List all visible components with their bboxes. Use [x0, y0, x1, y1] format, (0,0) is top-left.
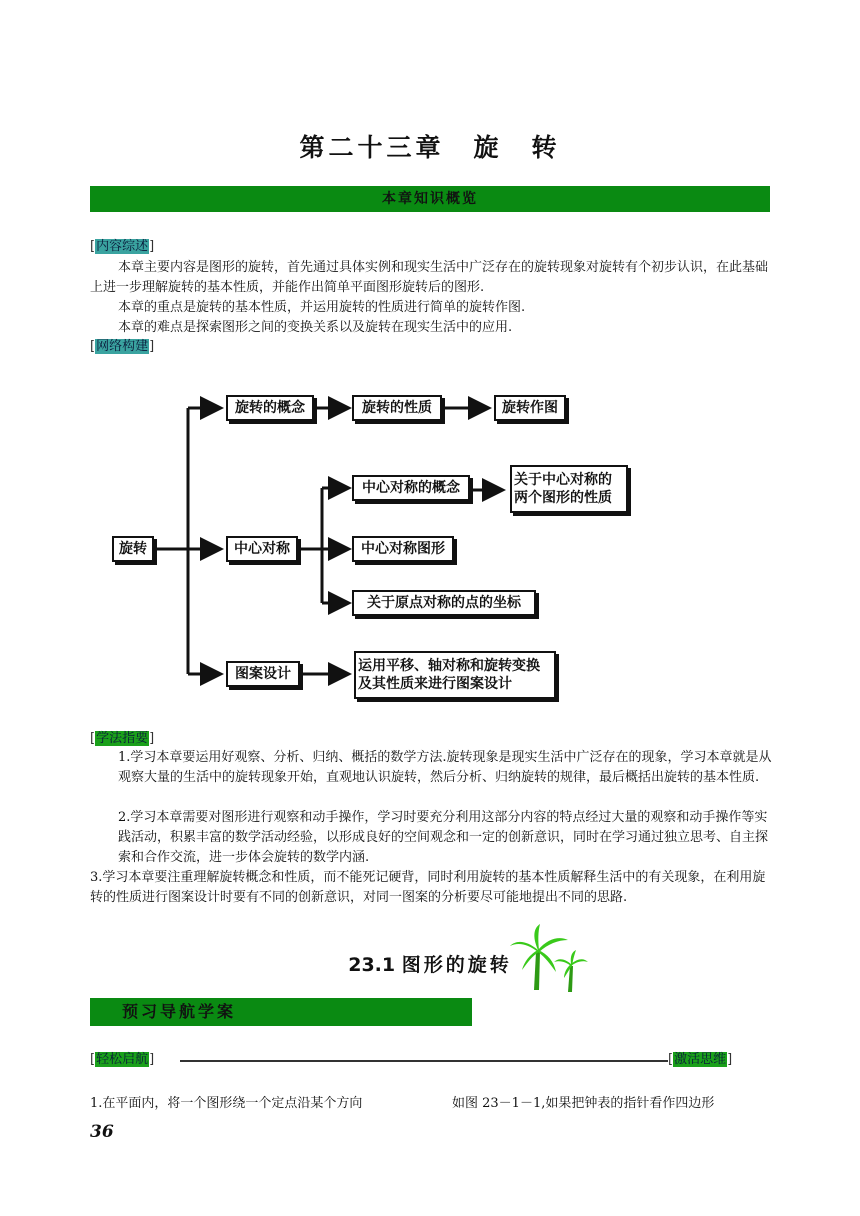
node-central-figure: 中心对称图形 — [352, 536, 454, 562]
node-property: 旋转的性质 — [352, 395, 442, 421]
divider-line — [180, 1060, 668, 1062]
tag-label: 学法指要 — [96, 731, 149, 746]
knowledge-diagram — [90, 360, 770, 720]
section-name: 图形的旋转 — [401, 954, 512, 976]
guide-paragraph-3: 3.学习本章要注重理解旋转概念和性质，而不能死记硬背，同时利用旋转的基本性质解释生活中的有关现象，在利用旋转的性质进行图案设计时要有不同的创新意识，对同一图案的分析要尽可能地提出不同的思路. — [90, 870, 766, 905]
overview-bar: 本章知识概览 — [90, 186, 770, 212]
node-pattern: 图案设计 — [226, 661, 300, 687]
tag-easy-start: [轻松启航] — [90, 1052, 155, 1067]
chapter-title: 第二十三章 旋 转 — [299, 133, 561, 162]
tag-network: [网络构建] — [90, 339, 155, 354]
section-number: 23.1 — [348, 954, 396, 976]
tag-label: 网络构建 — [96, 339, 149, 354]
node-central-concept: 中心对称的概念 — [352, 475, 470, 501]
node-central: 中心对称 — [226, 536, 298, 562]
node-origin-coords: 关于原点对称的点的坐标 — [352, 590, 536, 616]
palm-tree-icon — [508, 922, 590, 994]
bottom-left-text: 1.在平面内，将一个图形绕一个定点沿某个方向 — [90, 1096, 363, 1111]
summary-paragraph-1: 本章主要内容是图形的旋转，首先通过具体实例和现实生活中广泛存在的旋转现象对旋转有个初步认识，在此基础上进一步理解旋转的基本性质，并能作出简单平面图形旋转后的图形. — [90, 260, 769, 295]
preview-bar: 预习导航学案 — [90, 998, 472, 1026]
node-pattern-use: 运用平移、轴对称和旋转变换及其性质来进行图案设计 — [354, 651, 556, 699]
node-concept: 旋转的概念 — [226, 395, 314, 421]
page-number: 36 — [90, 1122, 114, 1142]
tag-label: 内容综述 — [96, 239, 149, 254]
tag-content-summary: [内容综述] — [90, 239, 155, 254]
summary-block — [90, 258, 772, 338]
node-drawing: 旋转作图 — [494, 395, 566, 421]
summary-paragraph-2: 本章的重点是旋转的基本性质，并运用旋转的性质进行简单的旋转作图. — [118, 300, 526, 315]
summary-paragraph-3: 本章的难点是探索图形之间的变换关系以及旋转在现实生活中的应用. — [118, 320, 513, 335]
tag-study-guide: [学法指要] — [90, 731, 155, 746]
tag-activate: [激活思维] — [668, 1052, 733, 1067]
node-central-property: 关于中心对称的两个图形的性质 — [510, 465, 628, 513]
guide-paragraph-2: 2.学习本章需要对图形进行观察和动手操作，学习时要充分利用这部分内容的特点经过大量的观察和动手操作等实践活动，积累丰富的数学活动经验，以形成良好的空间观念和一定的创新意识，同时在学习通过独立思考、自主探索和合作交流，进一步体会旋转的数学内涵. — [118, 810, 769, 865]
guide-paragraph-1: 1.学习本章要运用好观察、分析、归纳、概括的数学方法.旋转现象是现实生活中广泛存在的现象，学习本章就是从观察大量的生活中的旋转现象开始，直观地认识旋转，然后分析、归纳旋转的规律，最后概括出旋转的基本性质. — [118, 750, 772, 785]
tag-label: 轻松启航 — [96, 1052, 149, 1067]
node-root: 旋转 — [112, 536, 154, 562]
bottom-right-text: 如图 23－1－1,如果把钟表的指针看作四边形 — [452, 1096, 715, 1111]
tag-label: 激活思维 — [674, 1052, 727, 1067]
section-title — [0, 950, 860, 977]
